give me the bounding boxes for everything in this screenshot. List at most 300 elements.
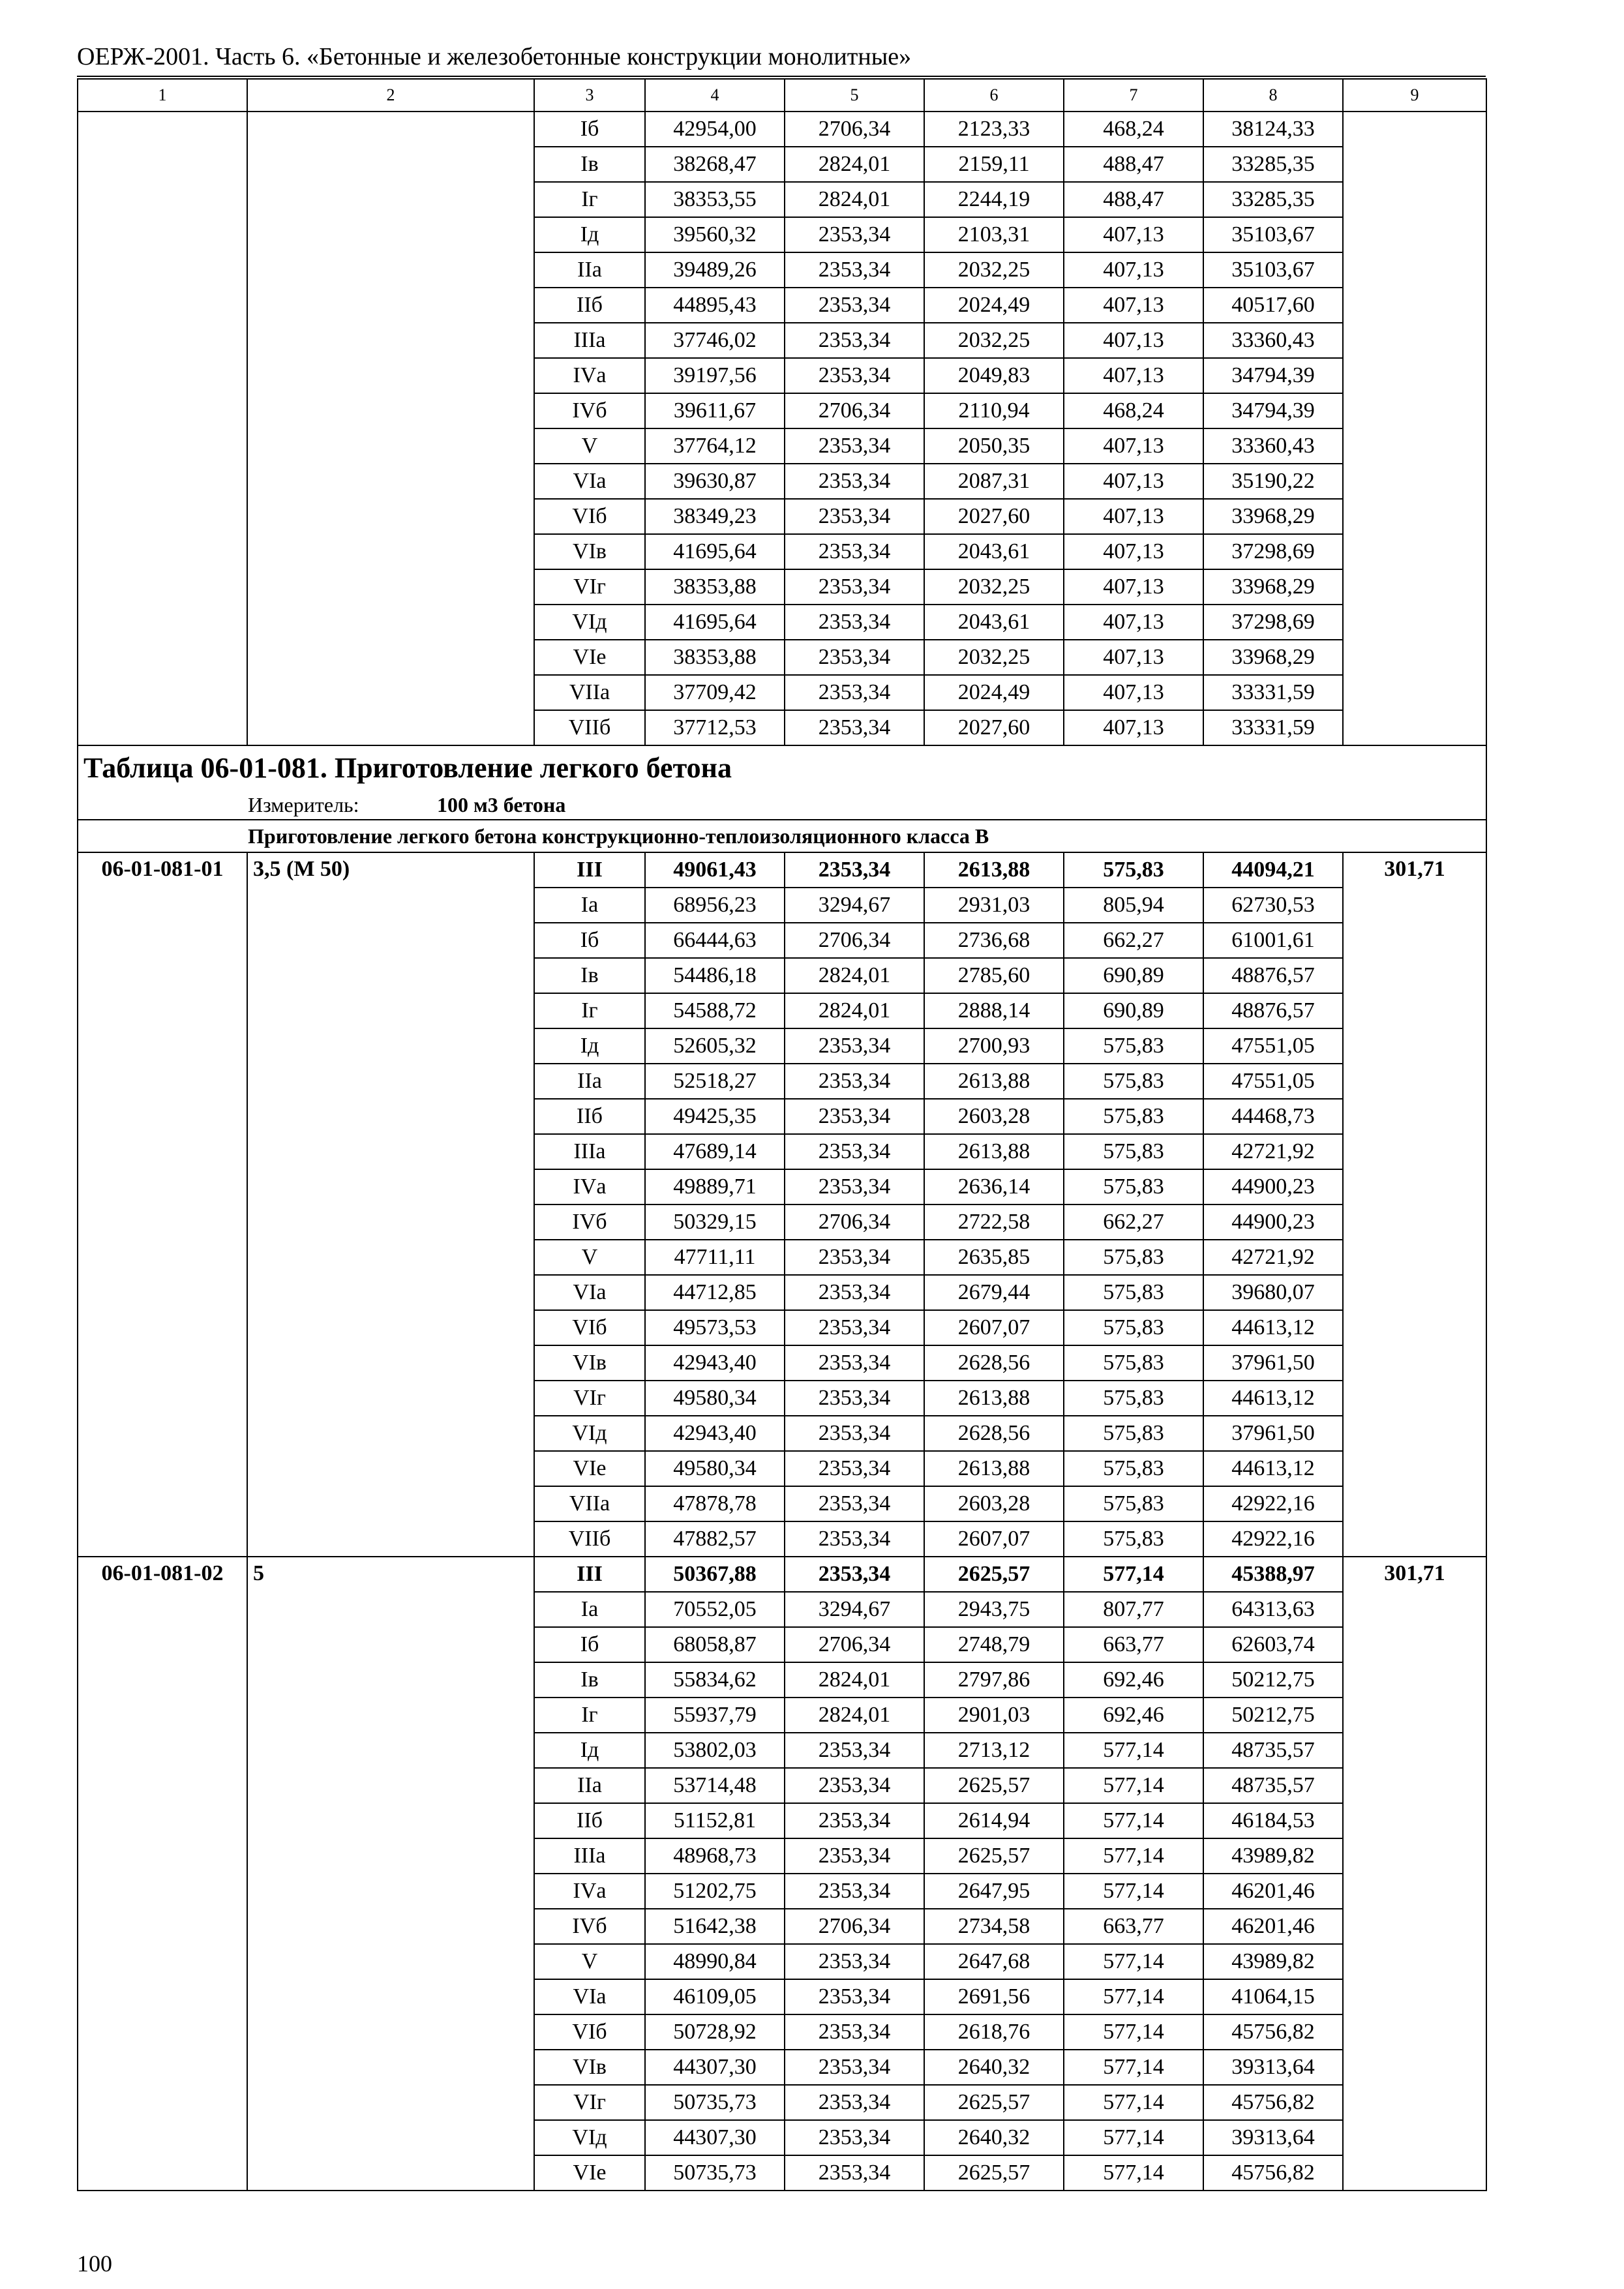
machine-cost: 2087,31 [924,464,1064,499]
machine-cost: 2943,75 [924,1592,1064,1627]
labor-cost: 3294,67 [785,1592,924,1627]
materials-cost: 35103,67 [1203,252,1343,288]
column-number: 1 [78,79,247,112]
labor-cost: 2824,01 [785,1698,924,1733]
machine-cost: 2603,28 [924,1486,1064,1521]
zone-code: III [534,1557,645,1592]
zone-code: Iд [534,1028,645,1064]
total-cost: 55937,79 [645,1698,785,1733]
total-cost: 50735,73 [645,2085,785,2120]
labor-cost: 2353,34 [785,2120,924,2155]
machine-cost: 2931,03 [924,888,1064,923]
column-number: 9 [1343,79,1486,112]
column-number: 8 [1203,79,1343,112]
zone-code: IVб [534,1909,645,1944]
materials-cost: 45388,97 [1203,1557,1343,1592]
machine-cost: 2027,60 [924,710,1064,745]
materials-cost: 42721,92 [1203,1134,1343,1169]
total-cost: 39630,87 [645,464,785,499]
operator-wage: 575,83 [1064,1028,1203,1064]
empty-cell [78,112,247,745]
table-row [78,1557,1486,1592]
operator-wage: 407,13 [1064,428,1203,464]
labor-cost: 2824,01 [785,1662,924,1698]
zone-code: VIе [534,1451,645,1486]
machine-cost: 2748,79 [924,1627,1064,1662]
zone-code: IIа [534,252,645,288]
materials-cost: 44900,23 [1203,1169,1343,1204]
machine-cost: 2691,56 [924,1979,1064,2014]
machine-cost: 2607,07 [924,1310,1064,1345]
column-number: 2 [247,79,534,112]
total-cost: 49061,43 [645,852,785,888]
labor-cost: 2706,34 [785,112,924,147]
total-cost: 50367,88 [645,1557,785,1592]
labor-cost: 2353,34 [785,1134,924,1169]
labor-cost: 2353,34 [785,2050,924,2085]
zone-code: VIе [534,640,645,675]
machine-cost: 2043,61 [924,534,1064,569]
materials-cost: 48735,57 [1203,1733,1343,1768]
zone-code: Iв [534,1662,645,1698]
zone-code: IVа [534,1169,645,1204]
zone-code: IIб [534,288,645,323]
total-cost: 47882,57 [645,1521,785,1557]
materials-cost: 47551,05 [1203,1028,1343,1064]
machine-cost: 2625,57 [924,1768,1064,1803]
zone-code: IVб [534,1204,645,1240]
labor-cost: 2353,34 [785,1169,924,1204]
machine-cost: 2647,68 [924,1944,1064,1979]
labor-cost: 2353,34 [785,1064,924,1099]
column-number: 3 [534,79,645,112]
machine-cost: 2613,88 [924,852,1064,888]
materials-cost: 35103,67 [1203,217,1343,252]
total-cost: 49580,34 [645,1451,785,1486]
total-cost: 54588,72 [645,993,785,1028]
column-number: 7 [1064,79,1203,112]
zone-code: IVа [534,1874,645,1909]
table-row [78,852,1486,888]
materials-cost: 64313,63 [1203,1592,1343,1627]
total-cost: 51642,38 [645,1909,785,1944]
materials-cost: 33968,29 [1203,569,1343,605]
machine-cost: 2032,25 [924,569,1064,605]
zone-code: III [534,852,645,888]
operator-wage: 577,14 [1064,1557,1203,1592]
table-body [78,79,1486,2191]
operator-wage: 468,24 [1064,112,1203,147]
column-number: 5 [785,79,924,112]
zone-code: IIб [534,1099,645,1134]
machine-cost: 2628,56 [924,1345,1064,1381]
zone-code: VIIа [534,1486,645,1521]
zone-code: VIа [534,464,645,499]
machine-cost: 2159,11 [924,147,1064,182]
total-cost: 37709,42 [645,675,785,710]
operator-wage: 468,24 [1064,393,1203,428]
operator-wage: 407,13 [1064,358,1203,393]
total-cost: 38349,23 [645,499,785,534]
zone-code: Iв [534,147,645,182]
operator-wage: 663,77 [1064,1627,1203,1662]
materials-cost: 45756,82 [1203,2085,1343,2120]
materials-cost: 50212,75 [1203,1698,1343,1733]
machine-cost: 2635,85 [924,1240,1064,1275]
materials-cost: 46201,46 [1203,1909,1343,1944]
labor-cost: 2353,34 [785,1521,924,1557]
operator-wage: 577,14 [1064,1838,1203,1874]
labor-cost: 2353,34 [785,428,924,464]
materials-cost: 47551,05 [1203,1064,1343,1099]
operator-wage: 488,47 [1064,147,1203,182]
total-cost: 42943,40 [645,1416,785,1451]
labor-cost: 2353,34 [785,710,924,745]
zone-code: VIг [534,569,645,605]
materials-cost: 46201,46 [1203,1874,1343,1909]
operator-wage: 575,83 [1064,852,1203,888]
zone-code: Iд [534,1733,645,1768]
zone-code: VIв [534,1345,645,1381]
zone-code: Iв [534,958,645,993]
materials-cost: 45756,82 [1203,2014,1343,2050]
materials-cost: 39680,07 [1203,1275,1343,1310]
labor-cost: 2824,01 [785,958,924,993]
materials-cost: 33968,29 [1203,499,1343,534]
total-cost: 37764,12 [645,428,785,464]
machine-cost: 2024,49 [924,288,1064,323]
operator-wage: 575,83 [1064,1486,1203,1521]
machine-cost: 2613,88 [924,1064,1064,1099]
total-cost: 44307,30 [645,2050,785,2085]
total-cost: 38353,55 [645,182,785,217]
unit-price: 301,71 [1343,852,1486,1557]
labor-cost: 2824,01 [785,182,924,217]
total-cost: 37746,02 [645,323,785,358]
unit-value: 100 м3 бетона [437,793,566,816]
materials-cost: 33285,35 [1203,147,1343,182]
operator-wage: 407,13 [1064,640,1203,675]
materials-cost: 48876,57 [1203,993,1343,1028]
machine-cost: 2628,56 [924,1416,1064,1451]
machine-cost: 2613,88 [924,1381,1064,1416]
zone-code: IVб [534,393,645,428]
total-cost: 39560,32 [645,217,785,252]
zone-code: VIIб [534,710,645,745]
total-cost: 51152,81 [645,1803,785,1838]
total-cost: 47711,11 [645,1240,785,1275]
measurement-unit [78,790,1486,820]
machine-cost: 2244,19 [924,182,1064,217]
operator-wage: 407,13 [1064,675,1203,710]
column-number: 6 [924,79,1064,112]
machine-cost: 2888,14 [924,993,1064,1028]
total-cost: 39611,67 [645,393,785,428]
labor-cost: 2353,34 [785,605,924,640]
materials-cost: 37961,50 [1203,1345,1343,1381]
labor-cost: 2706,34 [785,1909,924,1944]
operator-wage: 692,46 [1064,1662,1203,1698]
labor-cost: 2824,01 [785,993,924,1028]
materials-cost: 42721,92 [1203,1240,1343,1275]
machine-cost: 2636,14 [924,1169,1064,1204]
operator-wage: 577,14 [1064,2155,1203,2191]
operator-wage: 577,14 [1064,2050,1203,2085]
materials-cost: 33331,59 [1203,710,1343,745]
price-table [77,78,1487,2191]
operator-wage: 575,83 [1064,1064,1203,1099]
machine-cost: 2625,57 [924,1557,1064,1592]
table-title-row [78,745,1486,790]
labor-cost: 2353,34 [785,1345,924,1381]
machine-cost: 2736,68 [924,923,1064,958]
total-cost: 49573,53 [645,1310,785,1345]
zone-code: VIе [534,2155,645,2191]
total-cost: 50735,73 [645,2155,785,2191]
column-number-row [78,79,1486,112]
labor-cost: 2353,34 [785,1979,924,2014]
labor-cost: 2353,34 [785,464,924,499]
operator-wage: 577,14 [1064,2120,1203,2155]
zone-code: Iа [534,888,645,923]
labor-cost: 2353,34 [785,2085,924,2120]
item-description: 5 [247,1557,534,2191]
labor-cost: 2353,34 [785,675,924,710]
machine-cost: 2618,76 [924,2014,1064,2050]
zone-code: Iг [534,993,645,1028]
machine-cost: 2103,31 [924,217,1064,252]
labor-cost: 2353,34 [785,217,924,252]
machine-cost: 2797,86 [924,1662,1064,1698]
machine-cost: 2625,57 [924,2085,1064,2120]
machine-cost: 2722,58 [924,1204,1064,1240]
operator-wage: 577,14 [1064,1768,1203,1803]
machine-cost: 2614,94 [924,1803,1064,1838]
zone-code: Iб [534,923,645,958]
total-cost: 42954,00 [645,112,785,147]
page-number: 100 [77,2251,112,2277]
zone-code: Iг [534,182,645,217]
labor-cost: 3294,67 [785,888,924,923]
operator-wage: 575,83 [1064,1099,1203,1134]
zone-code: VIг [534,2085,645,2120]
zone-code: IIа [534,1064,645,1099]
labor-cost: 2353,34 [785,1275,924,1310]
operator-wage: 577,14 [1064,1803,1203,1838]
materials-cost: 33360,43 [1203,428,1343,464]
total-cost: 68058,87 [645,1627,785,1662]
zone-code: Iа [534,1592,645,1627]
machine-cost: 2043,61 [924,605,1064,640]
labor-cost: 2353,34 [785,1768,924,1803]
zone-code: Iд [534,217,645,252]
operator-wage: 407,13 [1064,464,1203,499]
operator-wage: 575,83 [1064,1275,1203,1310]
labor-cost: 2706,34 [785,393,924,428]
zone-code: VIв [534,534,645,569]
zone-code: V [534,1240,645,1275]
total-cost: 52518,27 [645,1064,785,1099]
materials-cost: 50212,75 [1203,1662,1343,1698]
materials-cost: 37298,69 [1203,605,1343,640]
table-unit-row [78,790,1486,820]
zone-code: Iб [534,112,645,147]
machine-cost: 2607,07 [924,1521,1064,1557]
total-cost: 50329,15 [645,1204,785,1240]
total-cost: 39197,56 [645,358,785,393]
total-cost: 42943,40 [645,1345,785,1381]
machine-cost: 2050,35 [924,428,1064,464]
zone-code: VIд [534,2120,645,2155]
item-code: 06-01-081-02 [78,1557,247,2191]
materials-cost: 34794,39 [1203,393,1343,428]
materials-cost: 43989,82 [1203,1944,1343,1979]
materials-cost: 45756,82 [1203,2155,1343,2191]
total-cost: 49889,71 [645,1169,785,1204]
total-cost: 53714,48 [645,1768,785,1803]
total-cost: 38268,47 [645,147,785,182]
total-cost: 48968,73 [645,1838,785,1874]
operator-wage: 407,13 [1064,217,1203,252]
materials-cost: 38124,33 [1203,112,1343,147]
operator-wage: 575,83 [1064,1451,1203,1486]
total-cost: 53802,03 [645,1733,785,1768]
zone-code: VIа [534,1979,645,2014]
total-cost: 54486,18 [645,958,785,993]
materials-cost: 62603,74 [1203,1627,1343,1662]
labor-cost: 2353,34 [785,2155,924,2191]
empty-cell [1343,112,1486,745]
machine-cost: 2625,57 [924,2155,1064,2191]
machine-cost: 2785,60 [924,958,1064,993]
materials-cost: 33285,35 [1203,182,1343,217]
operator-wage: 577,14 [1064,1979,1203,2014]
total-cost: 46109,05 [645,1979,785,2014]
operator-wage: 805,94 [1064,888,1203,923]
operator-wage: 577,14 [1064,1733,1203,1768]
total-cost: 49580,34 [645,1381,785,1416]
total-cost: 38353,88 [645,640,785,675]
table-subtitle-row [78,820,1486,852]
materials-cost: 48735,57 [1203,1768,1343,1803]
materials-cost: 39313,64 [1203,2120,1343,2155]
empty-cell [247,112,534,745]
zone-code: IIа [534,1768,645,1803]
materials-cost: 46184,53 [1203,1803,1343,1838]
zone-code: VIд [534,1416,645,1451]
labor-cost: 2353,34 [785,1381,924,1416]
labor-cost: 2353,34 [785,1028,924,1064]
materials-cost: 43989,82 [1203,1838,1343,1874]
labor-cost: 2353,34 [785,1099,924,1134]
labor-cost: 2353,34 [785,534,924,569]
operator-wage: 575,83 [1064,1240,1203,1275]
operator-wage: 577,14 [1064,2014,1203,2050]
total-cost: 41695,64 [645,534,785,569]
labor-cost: 2353,34 [785,1944,924,1979]
materials-cost: 33331,59 [1203,675,1343,710]
operator-wage: 407,13 [1064,323,1203,358]
total-cost: 41695,64 [645,605,785,640]
table-row [78,112,1486,147]
materials-cost: 35190,22 [1203,464,1343,499]
zone-code: VIIа [534,675,645,710]
total-cost: 52605,32 [645,1028,785,1064]
total-cost: 39489,26 [645,252,785,288]
labor-cost: 2353,34 [785,1874,924,1909]
machine-cost: 2024,49 [924,675,1064,710]
total-cost: 50728,92 [645,2014,785,2050]
operator-wage: 575,83 [1064,1416,1203,1451]
materials-cost: 44900,23 [1203,1204,1343,1240]
operator-wage: 407,13 [1064,499,1203,534]
materials-cost: 61001,61 [1203,923,1343,958]
zone-code: IIIа [534,1838,645,1874]
operator-wage: 807,77 [1064,1592,1203,1627]
machine-cost: 2640,32 [924,2050,1064,2085]
page-header [77,39,1486,80]
materials-cost: 62730,53 [1203,888,1343,923]
unit-label: Измеритель: [248,793,359,816]
labor-cost: 2353,34 [785,1416,924,1451]
materials-cost: 41064,15 [1203,1979,1343,2014]
zone-code: IVа [534,358,645,393]
total-cost: 38353,88 [645,569,785,605]
total-cost: 44712,85 [645,1275,785,1310]
machine-cost: 2032,25 [924,640,1064,675]
zone-code: VIв [534,2050,645,2085]
total-cost: 47689,14 [645,1134,785,1169]
machine-cost: 2679,44 [924,1275,1064,1310]
labor-cost: 2353,34 [785,1310,924,1345]
zone-code: IIIа [534,1134,645,1169]
zone-code: VIIб [534,1521,645,1557]
machine-cost: 2032,25 [924,252,1064,288]
operator-wage: 662,27 [1064,923,1203,958]
operator-wage: 407,13 [1064,605,1203,640]
operator-wage: 692,46 [1064,1698,1203,1733]
labor-cost: 2353,34 [785,2014,924,2050]
machine-cost: 2049,83 [924,358,1064,393]
labor-cost: 2353,34 [785,1803,924,1838]
operator-wage: 663,77 [1064,1909,1203,1944]
zone-code: V [534,1944,645,1979]
operator-wage: 575,83 [1064,1169,1203,1204]
labor-cost: 2353,34 [785,1486,924,1521]
zone-code: VIг [534,1381,645,1416]
labor-cost: 2353,34 [785,358,924,393]
machine-cost: 2110,94 [924,393,1064,428]
total-cost: 66444,63 [645,923,785,958]
machine-cost: 2613,88 [924,1134,1064,1169]
total-cost: 70552,05 [645,1592,785,1627]
zone-code: IIб [534,1803,645,1838]
total-cost: 48990,84 [645,1944,785,1979]
operator-wage: 690,89 [1064,958,1203,993]
machine-cost: 2123,33 [924,112,1064,147]
materials-cost: 44468,73 [1203,1099,1343,1134]
zone-code: Iб [534,1627,645,1662]
operator-wage: 407,13 [1064,710,1203,745]
operator-wage: 575,83 [1064,1521,1203,1557]
materials-cost: 33360,43 [1203,323,1343,358]
zone-code: VIд [534,605,645,640]
operator-wage: 488,47 [1064,182,1203,217]
zone-code: VIб [534,499,645,534]
operator-wage: 577,14 [1064,1874,1203,1909]
total-cost: 51202,75 [645,1874,785,1909]
machine-cost: 2603,28 [924,1099,1064,1134]
